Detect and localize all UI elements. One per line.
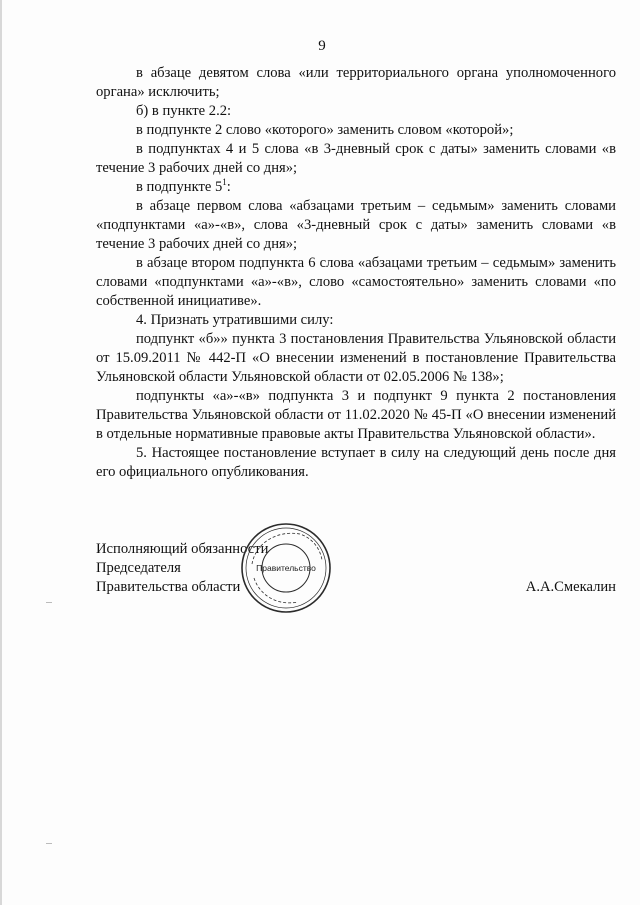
paragraph-subpoint-5-1 xyxy=(96,178,616,197)
stamp-text: Правительство xyxy=(256,563,316,573)
paragraph: 4. Признать утратившими силу: xyxy=(136,312,334,328)
paragraph-suffix: : xyxy=(226,179,231,195)
paragraph: в абзаце девятом слова «или территориального органа уполномоченного органа» исключить; xyxy=(96,65,616,100)
paragraph: в подпунктах 4 и 5 слова «в 3-дневный срок с даты» заменить словами «в течение 3 рабочих дней со дня»; xyxy=(96,141,616,176)
signature-position-line1: Исполняющий обязанности xyxy=(96,541,269,557)
paragraph: в абзаце первом слова «абзацами третьим – седьмым» заменить словами «подпунктами «а»-«в», слова «3-дневный срок с даты» заменить словами «в течение 3 рабочих дней со дня»; xyxy=(96,198,616,252)
signature-position-line2: Председателя xyxy=(96,560,181,576)
paragraph-text: в подпункте 5 xyxy=(136,179,223,195)
document-body xyxy=(96,64,616,482)
page-number: 9 xyxy=(318,38,326,54)
scan-mark xyxy=(46,602,52,603)
paragraph: подпункт «б»» пункта 3 постановления Правительства Ульяновской области от 15.09.2011 № 442-П «О внесении изменений в постановление Правительства Ульяновской области Ульяновской области от 02.05.2006 № 138»; xyxy=(96,331,616,385)
paragraph: б) в пункте 2.2: xyxy=(136,103,232,119)
scan-mark xyxy=(46,843,52,844)
paragraph: в подпункте 2 слово «которого» заменить словом «которой»; xyxy=(136,122,514,138)
paragraph: в абзаце втором подпункта 6 слова «абзацами третьим – седьмым» заменить словами «подпунктами «а»-«в», слово «самостоятельно» заменить словами «по собственной инициативе». xyxy=(96,255,616,309)
superscript: 1 xyxy=(222,177,227,188)
official-seal-stamp xyxy=(238,520,334,616)
signatory-name: А.А.Смекалин xyxy=(525,579,616,595)
paragraph: 5. Настоящее постановление вступает в силу на следующий день после дня его официального опубликования. xyxy=(96,445,616,480)
paragraph: подпункты «а»-«в» подпункта 3 и подпункт 9 пункта 2 постановления Правительства Ульяновской области от 11.02.2020 № 45-П «О внесении изменений в отдельные нормативные правовые акты Правительства Ульяновской области». xyxy=(96,388,616,442)
signature-position-line3: Правительства области xyxy=(96,579,241,595)
signature-block xyxy=(96,540,616,597)
